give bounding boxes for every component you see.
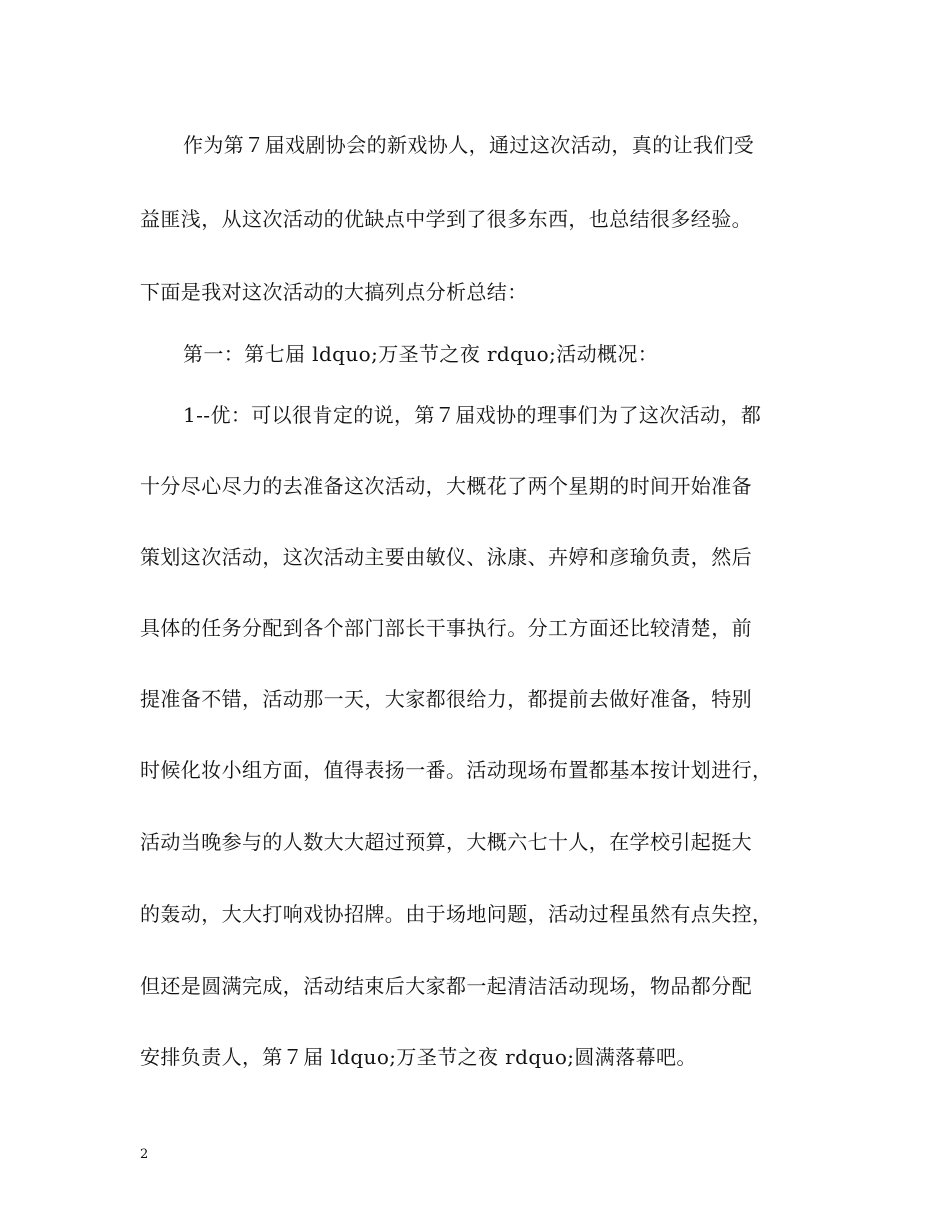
paragraph-line: 策划这次活动，这次活动主要由敏仪、泳康、卉婷和彦瑜负责，然后 — [140, 545, 752, 569]
paragraph-line: 具体的任务分配到各个部门部长干事执行。分工方面还比较清楚，前 — [140, 616, 752, 640]
paragraph-line: 第一：第七届 ldquo;万圣节之夜 rdquo;活动概况： — [183, 342, 659, 366]
paragraph-line: 十分尽心尽力的去准备这次活动，大概花了两个星期的时间开始准备 — [140, 474, 752, 498]
paragraph-line: 但还是圆满完成，活动结束后大家都一起清洁活动现场，物品都分配 — [140, 974, 752, 998]
paragraph-line: 的轰动，大大打响戏协招牌。由于场地问题，活动过程虽然有点失控， — [140, 902, 773, 926]
paragraph-line: 安排负责人，第７届 ldquo;万圣节之夜 rdquo;圆满落幕吧。 — [140, 1045, 697, 1069]
paragraph-line: 益匪浅，从这次活动的优缺点中学到了很多东西，也总结很多经验。 — [140, 207, 752, 231]
paragraph-line: 1--优：可以很肯定的说，第７届戏协的理事们为了这次活动，都 — [183, 403, 762, 427]
paragraph-line: 作为第７届戏剧协会的新戏协人，通过这次活动，真的让我们受 — [183, 133, 755, 157]
paragraph-line: 时候化妆小组方面，值得表扬一番。活动现场布置都基本按计划进行， — [140, 758, 773, 782]
paragraph-line: 提准备不错，活动那一天，大家都很给力，都提前去做好准备，特别 — [140, 687, 752, 711]
page-number: 2 — [140, 1147, 149, 1162]
paragraph-line: 下面是我对这次活动的大搞列点分析总结： — [140, 280, 528, 304]
paragraph-line: 活动当晚参与的人数大大超过预算，大概六七十人，在学校引起挺大 — [140, 830, 752, 854]
